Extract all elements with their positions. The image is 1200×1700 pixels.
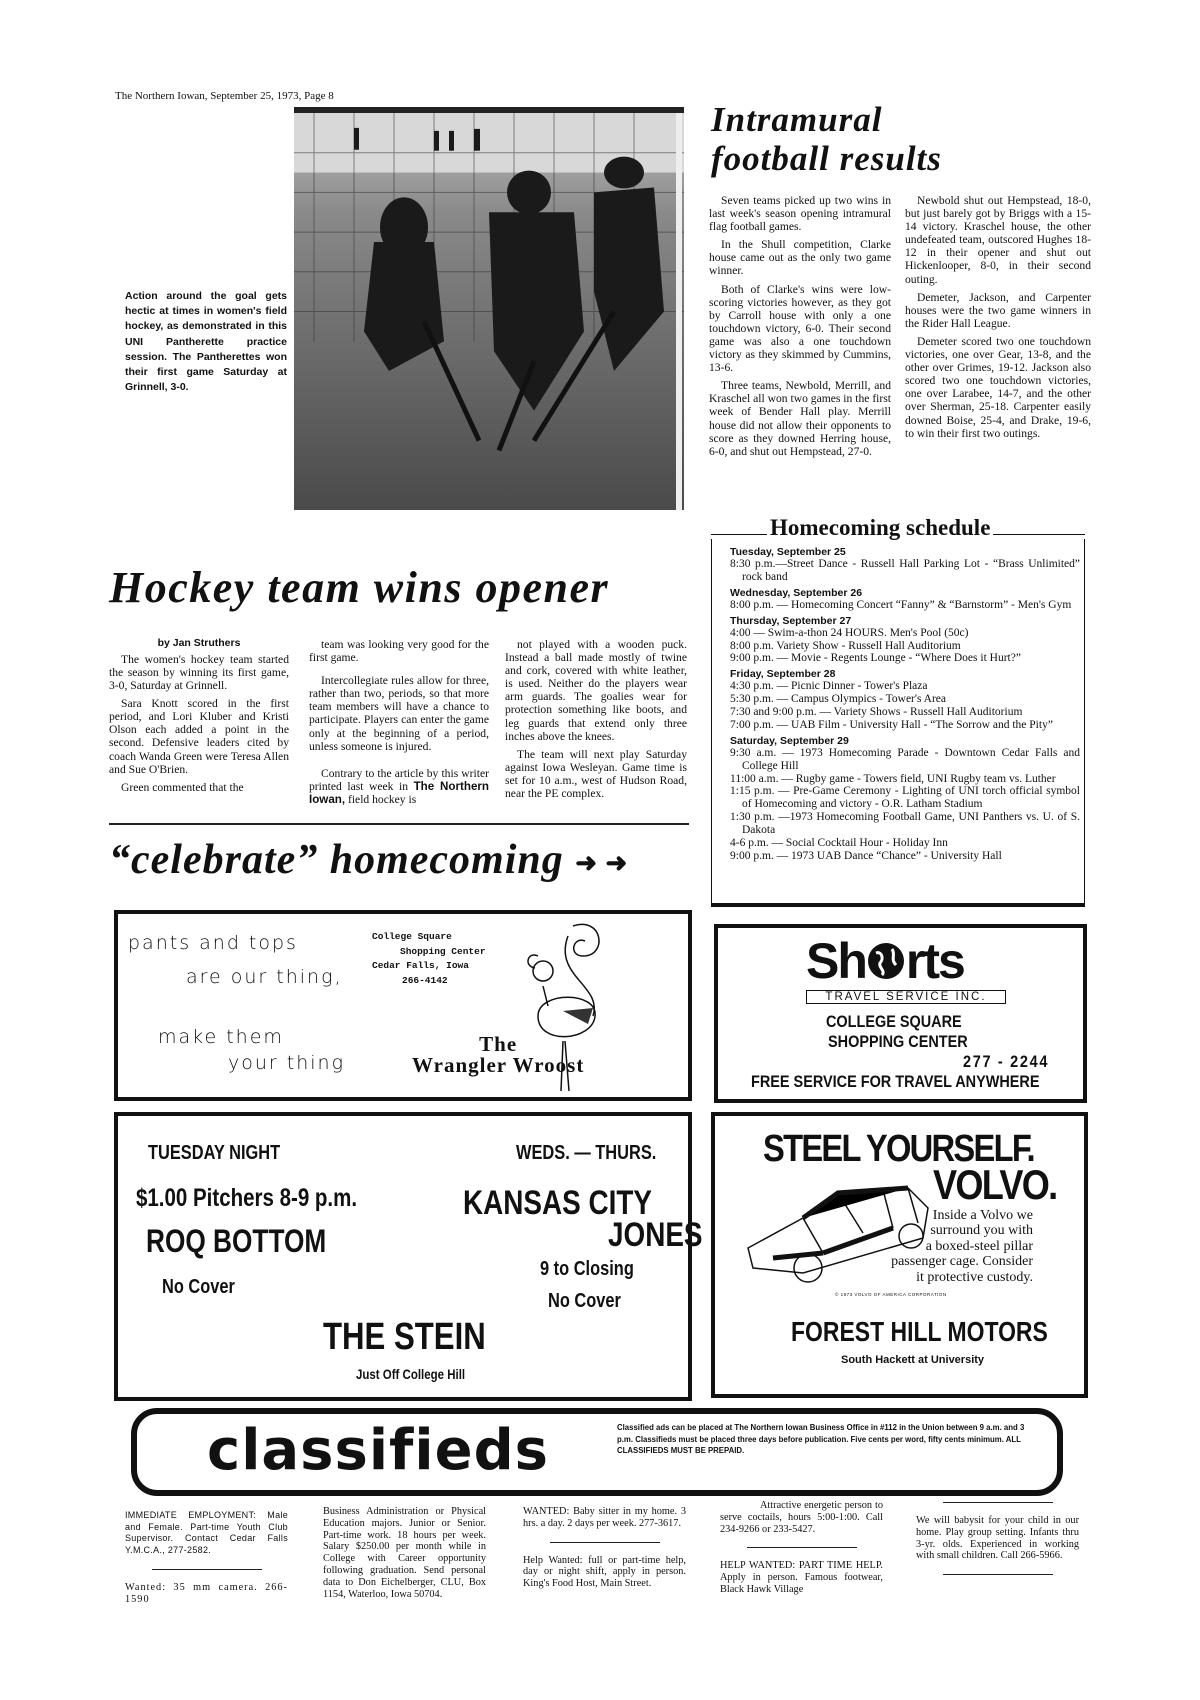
classified-ad: HELP WANTED: PART TIME HELP. Apply in person. Famous footwear, Black Hawk Village: [720, 1560, 883, 1596]
schedule-event: 9:30 a.m. — 1973 Homecoming Parade - Downtown Cedar Falls and College Hill: [730, 746, 1080, 772]
headline: STEEL YOURSELF.: [763, 1128, 1034, 1170]
classified-column: [523, 1506, 686, 1590]
classified-column: [125, 1510, 288, 1605]
divider: [747, 1547, 857, 1548]
paragraph: Green commented that the: [121, 780, 244, 794]
field-hockey-photo: [294, 107, 684, 510]
paragraph: Sara Knott scored in the first period, and Lori Kluber and Kristi Olson each added a point in the second. Defensive leaders cited by coach Wanda Green were Teresa Allen and Sue O'Brien.: [109, 697, 289, 776]
text: field hockey is: [345, 792, 417, 806]
classified-column: [323, 1506, 486, 1601]
tagline: FREE SERVICE FOR TRAVEL ANYWHERE: [751, 1072, 1040, 1091]
schedule-event: 5:30 p.m. — Campus Olympics - Tower's Area: [730, 693, 947, 706]
ad-text: No Cover: [162, 1276, 235, 1298]
hockey-column-1: [109, 638, 289, 799]
bar-name: THE STEIN: [323, 1316, 486, 1358]
classified-ad: Wanted: 35 mm camera. 266-1590: [125, 1581, 288, 1605]
photo-caption: Action around the goal gets hectic at times in women's field hockey, as demonstrated in this UNI Pantherette practice session. The Pantherettes won their first game Saturday at Grinnell, 3-0.: [125, 290, 287, 394]
shorts-logo: [806, 933, 964, 989]
classifieds-instructions: Classified ads can be placed at The Northern Iowan Business Office in #112 in the Union between 9 a.m. and 3 p.m. Classifieds must be placed three days before publication. Five cents per word, fifty cents minimum. ALL CLASSIFIEDS MUST BE PREPAID.: [617, 1423, 1025, 1456]
shorts-subtitle: TRAVEL SERVICE INC.: [806, 990, 1006, 1004]
store-address: [372, 930, 486, 989]
body-line: it protective custody.: [916, 1269, 1033, 1285]
schedule-event: 7:30 and 9:00 p.m. — Variety Shows - Russell Hall Auditorium: [730, 706, 1023, 718]
paragraph: The team will next play Saturday against Iowa Wesleyan. Game time is set for 10 a.m., west of Hudson Road, near the PE complex.: [505, 747, 687, 801]
phone-number: 266-4142: [402, 975, 448, 987]
headline: VOLVO.: [933, 1161, 1057, 1208]
schedule-day: Saturday, September 29: [730, 734, 849, 747]
classified-ad: IMMEDIATE EMPLOYMENT: Male and Female. Part-time Youth Club Supervisor. Contact Cedar Falls Y.M.C.A., 277-2582.: [125, 1510, 288, 1556]
schedule-day: Tuesday, September 25: [730, 546, 846, 558]
hockey-headline: Hockey team wins opener: [109, 563, 610, 612]
hockey-column-2: [309, 638, 489, 811]
classified-ad: Help Wanted: full or part-time help, day or night shift, apply in person. King's Food Host, Main Street.: [523, 1554, 686, 1590]
arrow-right-icon: ➜ ➜: [575, 848, 629, 878]
paragraph: Intercollegiate rules allow for three, rather than two, periods, so that more team members will have a chance to participate. Players can enter the game only at the beginning of a period, unless someone is injured.: [309, 674, 489, 753]
intramural-headline: [711, 100, 942, 178]
schedule-event: 8:00 p.m. — Homecoming Concert “Fanny” & “Barnstorm” - Men's Gym: [730, 598, 1072, 611]
the-stein-ad: [114, 1112, 703, 1401]
classified-ad: Attractive energetic person to serve coctails, hours 5:00-1:00. Call 234-9266 or 233-5427.: [720, 1500, 883, 1535]
volvo-ad: [711, 1112, 1088, 1398]
page-folio: The Northern Iowan, September 25, 1973, Page 8: [115, 90, 334, 102]
divider: [943, 1502, 1053, 1503]
classified-column: [916, 1502, 1079, 1587]
schedule-title: Homecoming schedule: [770, 515, 991, 540]
schedule-event: 8:00 p.m. Variety Show - Russell Hall Auditorium: [730, 639, 961, 652]
schedule-event: 1:30 p.m. —1973 Homecoming Football Game, UNI Panthers vs. U. of S. Dakota: [730, 811, 1080, 836]
classifieds-banner: [131, 1408, 1063, 1496]
intramural-column-2: [905, 194, 1091, 445]
paragraph: team was looking very good for the first game.: [309, 638, 489, 665]
paragraph: Three teams, Newbold, Merrill, and Kraschel all won two games in the first week of Bender Hall play. Merrill house did not allow their opponents to score as they downed Herring house, 6-0, and shut out Hempstead, 27-0.: [709, 379, 891, 458]
location: COLLEGE SQUARE: [826, 1012, 962, 1031]
schedule-event: 9:00 p.m. — 1973 UAB Dance “Chance” - University Hall: [730, 849, 1002, 862]
body-line: surround you with: [930, 1223, 1033, 1239]
ad-line: are our thing,: [186, 966, 343, 988]
schedule-event: 9:00 p.m. — Movie - Regents Lounge - “Where Does it Hurt?”: [730, 652, 1021, 665]
body-line: passenger cage. Consider: [891, 1254, 1033, 1270]
dealer-name: FOREST HILL MOTORS: [791, 1316, 1048, 1347]
hockey-column-3: [505, 638, 687, 805]
ad-line: pants and tops: [128, 932, 298, 954]
dealer-address: South Hackett at University: [841, 1354, 985, 1366]
banner-text: “celebrate” homecoming: [109, 837, 564, 883]
newspaper-name: The Northern Iowan,: [309, 779, 489, 806]
shorts-travel-ad: [714, 924, 1087, 1103]
ad-line: make them: [158, 1026, 284, 1048]
ad-text: WEDS. — THURS.: [516, 1142, 657, 1164]
body-line: a boxed-steel pillar: [925, 1238, 1033, 1254]
schedule-day: Friday, September 28: [730, 668, 836, 681]
schedule-event: 7:00 p.m. — UAB Film - University Hall - “The Sorrow and the Pity”: [730, 718, 1053, 731]
logo-text: Sh: [806, 933, 866, 989]
text: Contrary to the article by this writer printed last week in: [309, 766, 489, 793]
celebrate-homecoming-banner: [109, 836, 628, 884]
schedule-event: 8:30 p.m.—Street Dance - Russell Hall Parking Lot - “Brass Unlimited” rock band: [730, 558, 1080, 583]
intramural-column-1: [709, 194, 891, 463]
store-name: [412, 1034, 584, 1076]
copyright: © 1973 VOLVO OF AMERICA CORPORATION: [835, 1292, 947, 1297]
address-line: College Square: [372, 931, 452, 942]
ad-text: No Cover: [548, 1290, 621, 1312]
location: SHOPPING CENTER: [828, 1032, 968, 1051]
store-name-line: The: [479, 1032, 518, 1056]
paragraph: The women's hockey team started the season by winning its first game, 3-0, Saturday at Grinnell.: [109, 652, 289, 693]
ad-line: your thing: [228, 1052, 345, 1074]
divider: [943, 1574, 1053, 1575]
paragraph: Newbold shut out Hempstead, 18-0, but just barely got by Briggs with a 15-14 victory. Kraschel house, the other undefeated team, outscored Hughes 18-12 in their opener and shut out Hickenlooper, 8-0, in their second outing.: [905, 194, 1091, 286]
byline: by Jan Struthers: [157, 637, 241, 649]
store-name-line: Wrangler Wroost: [412, 1053, 585, 1077]
classifieds-title: classifieds: [207, 1418, 549, 1483]
paragraph: Demeter, Jackson, and Carpenter houses were the two game winners in the Rider Hall League.: [905, 290, 1091, 330]
ad-text: TUESDAY NIGHT: [148, 1142, 281, 1164]
logo-text: rts: [905, 933, 964, 989]
schedule-event: 1:15 p.m. — Pre-Game Ceremony - Lighting of UNI torch official symbol of Homecoming and victory - O.R. Latham Stadium: [730, 785, 1080, 811]
intramural-headline-line2: football results: [711, 139, 942, 179]
classified-column: [720, 1500, 883, 1596]
band-name: JONES: [608, 1216, 703, 1254]
classified-ad: Business Administration or Physical Education majors. Junior or Senior. Part-time work. 18 hours per week. Salary $250.00 per month while in College with Career opportunity following graduation. Send personal data to Don Eichelberger, CLU, Box 1154, Waterloo, Iowa 50704.: [323, 1506, 486, 1600]
divider: [550, 1542, 660, 1543]
band-name: KANSAS CITY: [463, 1184, 652, 1222]
ad-text: $1.00 Pitchers 8-9 p.m.: [136, 1184, 358, 1212]
phone-number: 277 - 2244: [963, 1052, 1050, 1071]
paragraph: Both of Clarke's wins were low-scoring victories however, as they got by Carroll house with only a one touchdown victory, 6-0. Their second game was also a one touchdown victory as they skimmed by Cummins, 13-6.: [709, 282, 891, 375]
intramural-headline-line1: Intramural: [711, 100, 883, 139]
schedule-day: Wednesday, September 26: [730, 586, 863, 599]
address-line: Cedar Falls, Iowa: [372, 960, 469, 972]
schedule-event: 4:00 — Swim-a-thon 24 HOURS. Men's Pool (50c): [730, 626, 969, 639]
schedule-event: 11:00 a.m. — Rugby game - Towers field, UNI Rugby team vs. Luther: [730, 772, 1056, 785]
paragraph: [309, 767, 489, 806]
globe-icon: [866, 941, 906, 981]
band-name: ROQ BOTTOM: [146, 1223, 327, 1259]
divider: [711, 534, 767, 535]
paragraph: Seven teams picked up two wins in last week's season opening intramural flag football games.: [709, 194, 891, 234]
location: Just Off College Hill: [356, 1366, 466, 1382]
divider: [152, 1569, 262, 1570]
homecoming-schedule: [711, 516, 1085, 907]
classified-ad: WANTED: Baby sitter in my home. 3 hrs. a day. 2 days per week. 277-3617.: [523, 1506, 686, 1529]
divider: [109, 823, 689, 825]
schedule-event: 4-6 p.m. — Social Cocktail Hour - Holiday Inn: [730, 836, 948, 849]
classified-ad: We will babysit for your child in our home. Play group setting. Infants thru 3-yr. olds. Experienced in working with small children. Call 266-5966.: [916, 1515, 1079, 1562]
paragraph: Demeter scored two one touchdown victories, one over Gear, 13-8, and the other over Grimes, 19-12. Jackson also scored two one touchdown victories, one over Larabee, 14-7, and the other over Sherman, 25-18. Carpenter easily downed Boise, 25-4, and Drake, 19-6, to win their first two outings.: [905, 334, 1091, 440]
schedule-day: Thursday, September 27: [730, 614, 852, 627]
wrangler-wroost-ad: [114, 910, 692, 1101]
ad-text: 9 to Closing: [540, 1258, 634, 1280]
body-line: Inside a Volvo we: [932, 1208, 1033, 1223]
divider: [993, 534, 1085, 535]
address-line: Shopping Center: [400, 945, 486, 957]
paragraph: not played with a wooden puck. Instead a ball made mostly of twine and cork, covered with white leather, is used. Neither do the players wear arm guards. The goalies wear for protection something like boots, and leg guards that extend only three inches above the knees.: [505, 638, 687, 743]
schedule-event: 4:30 p.m. — Picnic Dinner - Tower's Plaza: [730, 680, 928, 693]
ad-body: [843, 1208, 1033, 1285]
paragraph: In the Shull competition, Clarke house came out as the only two game winner.: [709, 238, 891, 278]
